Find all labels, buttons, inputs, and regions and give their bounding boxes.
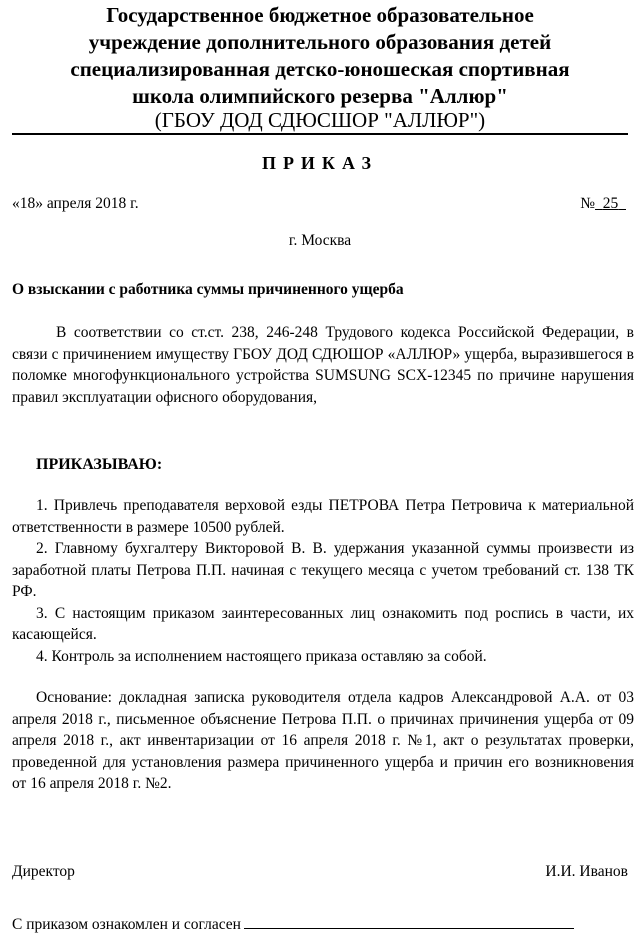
organization-name bbox=[12, 2, 628, 110]
number-prefix: № bbox=[580, 195, 595, 212]
org-name-line: школа олимпийского резерва "Аллюр" bbox=[132, 84, 508, 108]
number-digits: 25 bbox=[602, 195, 619, 212]
org-name-line: Государственное бюджетное образовательное bbox=[106, 3, 534, 27]
document-title: ПРИКАЗ bbox=[261, 153, 379, 173]
order-heading: ПРИКАЗЫВАЮ: bbox=[36, 456, 163, 473]
acknowledgment-text: С приказом ознакомлен и согласен bbox=[12, 916, 241, 933]
order-items-list bbox=[12, 495, 634, 667]
signatory-name: И.И. Иванов bbox=[545, 863, 628, 880]
order-item: 2. Главному бухгалтеру Викторовой В. В. удержания указанной суммы произвести из заработной платы Петрова П.П. начиная с текущего месяца с учетом требований ст. 138 ТК РФ. bbox=[12, 540, 634, 600]
document-city: г. Москва bbox=[288, 232, 352, 249]
org-name-line: специализированная детско-юношеская спортивная bbox=[70, 57, 570, 81]
order-item: 4. Контроль за исполнением настоящего приказа оставляю за собой. bbox=[36, 647, 487, 665]
order-item: 3. С настоящим приказом заинтересованных лиц ознакомить под роспись в части, их касающейся. bbox=[12, 604, 634, 643]
signatory-title: Директор bbox=[12, 863, 75, 880]
organization-short-name: (ГБОУ ДОД СДЮСШОР "АЛЛЮР") bbox=[154, 108, 486, 132]
acknowledgment-line bbox=[12, 914, 574, 935]
document-subject: О взыскании с работника суммы причиненного ущерба bbox=[12, 281, 404, 298]
preamble-paragraph: В соответствии со ст.ст. 238, 246-248 Трудового кодекса Российской Федерации, в связи с причинением имуществу ГБОУ ДОД СДЮШОР «АЛЛЮР» ущерба, выразившегося в поломке многофункционального устройства SUMSUNG SCX-12345 по причине нарушения правил эксплуатации офисного оборудования, bbox=[12, 324, 634, 406]
basis-paragraph: Основание: докладная записка руководителя отдела кадров Александровой А.А. от 03 апреля 2018 г., письменное объяснение Петрова П.П. о причинах причинения ущерба от 09 апреля 2018 г., акт инвентаризации от 16 апреля 2018 г. №1, акт о результатах проверки, проведенной для установления размера причиненного ущерба и причин его возникновения от 16 апреля 2018 г. №2. bbox=[12, 689, 634, 792]
number-value bbox=[595, 195, 626, 212]
document-date: «18» апреля 2018 г. bbox=[12, 195, 139, 212]
order-item: 1. Привлечь преподавателя верховой езды ПЕТРОВА Петра Петровича к материальной ответственности в размере 10500 рублей. bbox=[12, 497, 634, 536]
signature-blank-line bbox=[244, 914, 574, 929]
header-divider bbox=[12, 133, 628, 135]
document-number bbox=[580, 194, 626, 214]
org-name-line: учреждение дополнительного образования детей bbox=[88, 30, 552, 54]
